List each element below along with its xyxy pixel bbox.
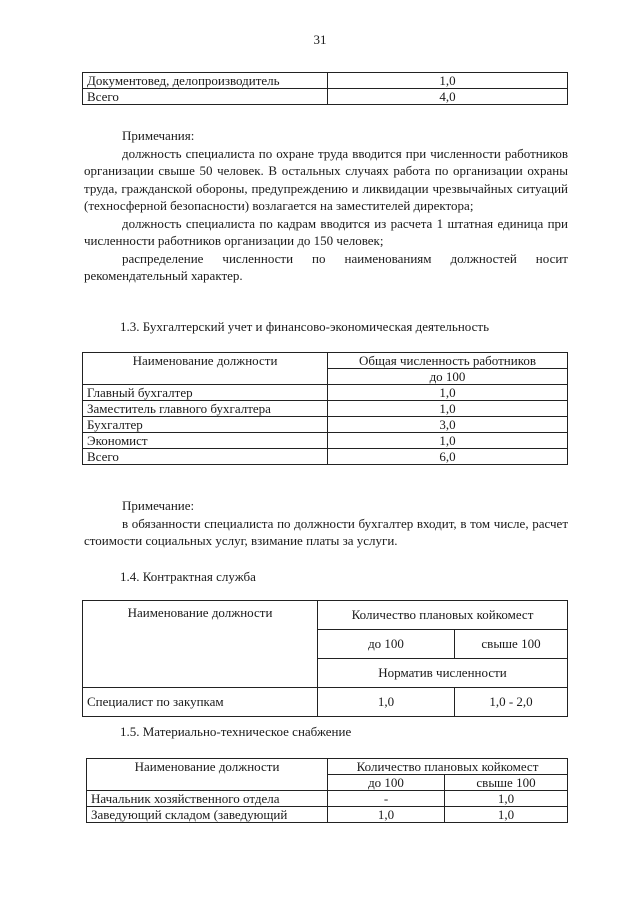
contract-service-table [82, 600, 568, 717]
position-count: 1,0 [328, 73, 568, 89]
table-row [83, 449, 568, 465]
column-header: Наименование должности [83, 601, 318, 688]
position-count: 1,0 [445, 807, 568, 823]
table-row [83, 89, 568, 105]
position-name: Всего [83, 449, 328, 465]
position-name: Главный бухгалтер [83, 385, 328, 401]
table-row [83, 433, 568, 449]
column-subheader: свыше 100 [455, 630, 568, 659]
position-name: Всего [83, 89, 328, 105]
table-row [83, 401, 568, 417]
table-row [87, 791, 568, 807]
table-row [83, 688, 568, 717]
position-count: 1,0 [445, 791, 568, 807]
table-row [83, 73, 568, 89]
column-header: Наименование должности [83, 353, 328, 385]
note-paragraph: в обязанности специалиста по должности бухгалтер входит, в том числе, расчет стоимости социальных услуг, взимание платы за услуги. [84, 515, 568, 548]
position-count: - [328, 791, 445, 807]
section-heading: 1.3. Бухгалтерский учет и финансово-экономическая деятельность [120, 319, 489, 334]
position-name: Начальник хозяйственного отдела [87, 791, 328, 807]
column-subheader: до 100 [328, 369, 568, 385]
column-header: Наименование должности [87, 759, 328, 791]
table-row [83, 385, 568, 401]
note-title: Примечание: [122, 498, 195, 513]
position-count: 1,0 [328, 433, 568, 449]
position-count: 6,0 [328, 449, 568, 465]
norm-header: Норматив численности [318, 659, 568, 688]
notes-block [84, 127, 568, 285]
position-name: Специалист по закупкам [83, 688, 318, 717]
section-heading: 1.4. Контрактная служба [120, 569, 256, 584]
position-name: Заведующий складом (заведующий [87, 807, 328, 823]
note-paragraph: должность специалиста по кадрам вводится из расчета 1 штатная единица при численности работников организации до 150 человек; [84, 215, 568, 248]
position-count: 3,0 [328, 417, 568, 433]
position-name: Заместитель главного бухгалтера [83, 401, 328, 417]
position-count: 1,0 [318, 688, 455, 717]
note-paragraph: должность специалиста по охране труда вводится при численности работников организации свыше 50 человек. В остальных случаях работа по организации охраны труда, гражданской обороны, предупреждению и ликвидации чрезвычайных ситуаций (техносферной безопасности) возлагается на заместителей директора; [84, 145, 568, 213]
table-row [87, 807, 568, 823]
position-count: 4,0 [328, 89, 568, 105]
column-header: Общая численность работников [328, 353, 568, 369]
position-count: 1,0 - 2,0 [455, 688, 568, 717]
staff-table-continued [82, 72, 568, 105]
column-header: Количество плановых койкомест [318, 601, 568, 630]
position-name: Документовед, делопроизводитель [83, 73, 328, 89]
accounting-table [82, 352, 568, 465]
supply-table [86, 758, 568, 823]
page-number: 31 [313, 32, 327, 47]
note-paragraph: распределение численности по наименованиям должностей носит рекомендательный характер. [84, 250, 568, 283]
column-header: Количество плановых койкомест [328, 759, 568, 775]
notes-title: Примечания: [122, 128, 195, 143]
position-name: Экономист [83, 433, 328, 449]
table-row [83, 417, 568, 433]
position-name: Бухгалтер [83, 417, 328, 433]
section-heading: 1.5. Материально-техническое снабжение [120, 724, 352, 739]
column-subheader: до 100 [328, 775, 445, 791]
position-count: 1,0 [328, 807, 445, 823]
position-count: 1,0 [328, 385, 568, 401]
column-subheader: до 100 [318, 630, 455, 659]
column-subheader: свыше 100 [445, 775, 568, 791]
note-block [84, 497, 568, 550]
position-count: 1,0 [328, 401, 568, 417]
